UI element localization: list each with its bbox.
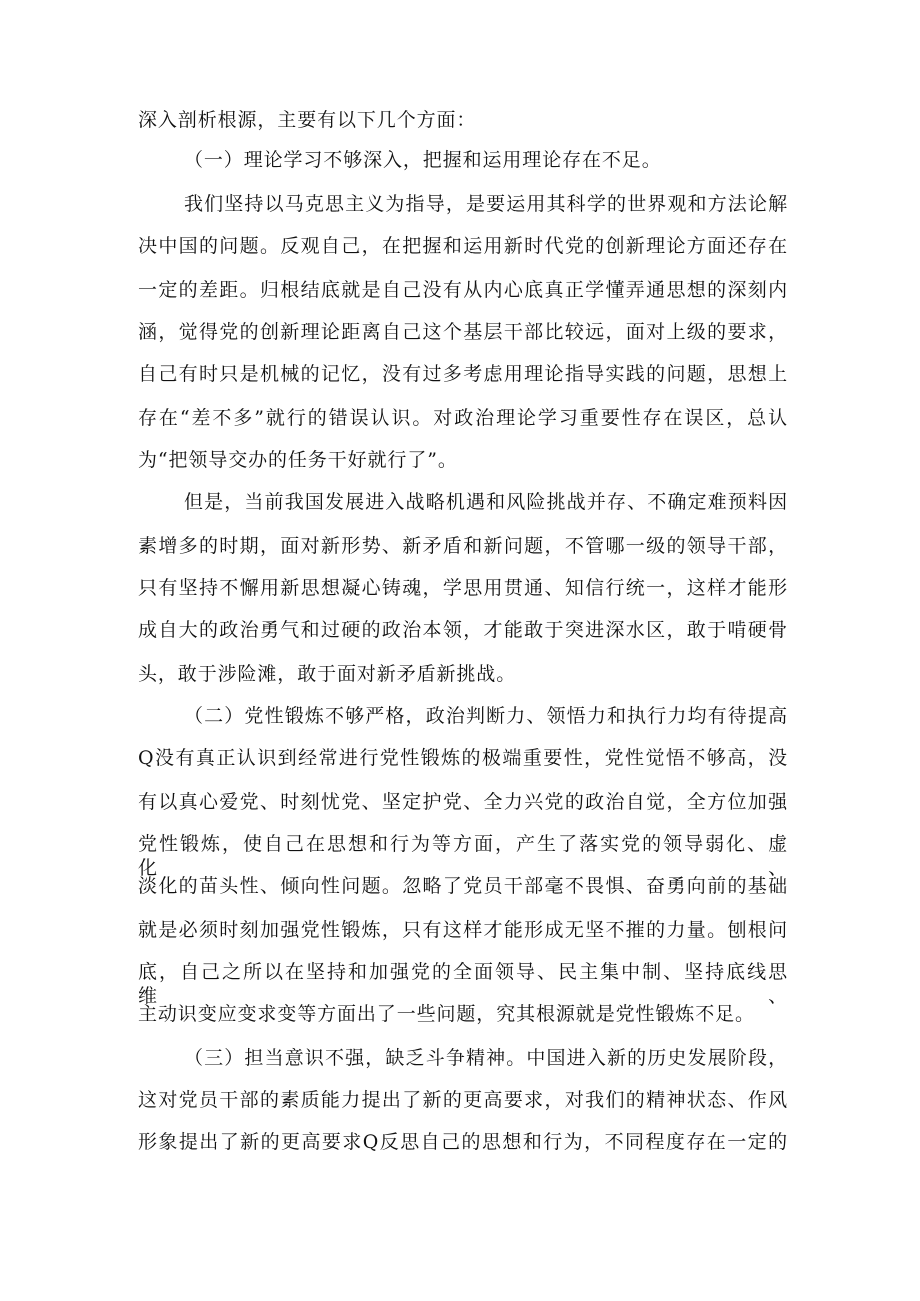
- paragraph-line: 成自大的政治勇气和过硬的政治本领，才能敢于突进深水区，敢于啃硬骨: [138, 619, 788, 641]
- paragraph-line: 这对党员干部的素质能力提出了新的更高要求，对我们的精神状态、作风: [138, 1089, 788, 1111]
- paragraph-line: 为“把领导交办的任务干好就行了”。: [138, 449, 458, 471]
- paragraph-line: 自己有时只是机械的记忆，没有过多考虑用理论指导实践的问题，思想上: [138, 363, 788, 385]
- paragraph-line: 头，敢于涉险滩，敢于面对新矛盾新挑战。: [138, 663, 517, 685]
- paragraph-line: 就是必须时刻加强党性锻炼，只有这样才能形成无坚不摧的力量。刨根问: [138, 919, 788, 941]
- paragraph-line: 素增多的时期，面对新形势、新矛盾和新问题，不管哪一级的领导干部，: [138, 535, 788, 557]
- paragraph-line: 涵，觉得党的创新理论距离自己这个基层干部比较远，面对上级的要求，: [138, 321, 788, 343]
- section-heading: （三）担当意识不强，缺乏斗争精神。中国进入新的历史发展阶段，: [184, 1047, 788, 1069]
- paragraph-line: Q没有真正认识到经常进行党性锻炼的极端重要性，党性觉悟不够高，没: [138, 747, 788, 769]
- paragraph-line: 决中国的问题。反观自己，在把握和运用新时代党的创新理论方面还存在: [138, 235, 788, 257]
- paragraph-line: 主动识变应变求变等方面出了一些问题，究其根源就是党性锻炼不足。: [138, 1003, 755, 1025]
- paragraph-line: 我们坚持以马克思主义为指导，是要运用其科学的世界观和方法论解: [184, 193, 788, 215]
- section-heading: （一）理论学习不够深入，把握和运用理论存在不足。: [184, 149, 662, 171]
- paragraph-line: 底，自己之所以在坚持和加强党的全面领导、民主集中制、坚持底线思维、: [138, 961, 788, 1007]
- paragraph-line: 但是，当前我国发展进入战略机遇和风险挑战并存、不确定难预料因: [184, 491, 788, 513]
- paragraph-line: 形象提出了新的更高要求Q反思自己的思想和行为，不同程度存在一定的: [138, 1131, 788, 1153]
- paragraph-line: 一定的差距。归根结底就是自己没有从内心底真正学懂弄通思想的深刻内: [138, 279, 788, 301]
- text-line: 深入剖析根源，主要有以下几个方面：: [138, 109, 477, 131]
- paragraph-line: 党性锻炼，使自己在思想和行为等方面，产生了落实党的领导弱化、虚化、: [138, 833, 788, 879]
- paragraph-line: 只有坚持不懈用新思想凝心铸魂，学思用贯通、知信行统一，这样才能形: [138, 577, 788, 599]
- paragraph-line: 有以真心爱党、时刻忧党、坚定护党、全力兴党的政治自觉，全方位加强: [138, 791, 788, 813]
- paragraph-line: 淡化的苗头性、倾向性问题。忽略了党员干部毫不畏惧、奋勇向前的基础: [138, 875, 788, 897]
- section-heading: （二）党性锻炼不够严格，政治判断力、领悟力和执行力均有待提高: [184, 705, 788, 727]
- paragraph-line: 存在“差不多”就行的错误认识。对政治理论学习重要性存在误区，总认: [138, 407, 788, 429]
